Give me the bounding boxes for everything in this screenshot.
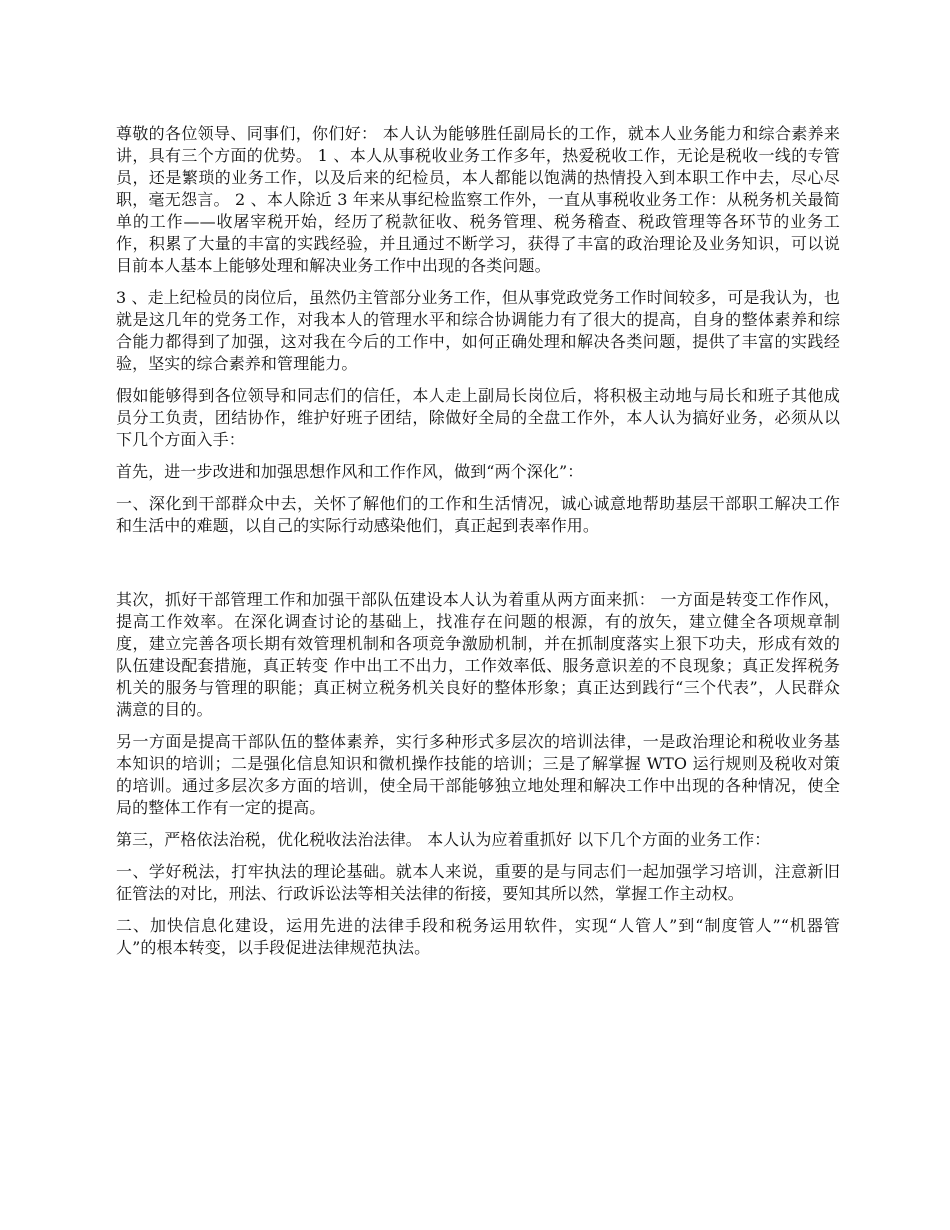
paragraph-second: 其次，抓好干部管理工作和加强干部队伍建设本人认为着重从两方面来抓： 一方面是转变工作作风，提高工作效率。在深化调查讨论的基础上，找准存在问题的根源，有的放矢，建立健全各项规章制度，建立完善各项长期有效管理机制和各项竞争激励机制，并在抓制度落实上狠下功夫，形成有效的队伍建设配套措施，真正转变 作中出工不出力，工作效率低、服务意识差的不良现象；真正发挥税务机关的服务与管理的职能；真正树立税务机关良好的整体形象；真正达到践行“三个代表”，人民群众满意的目的。 [116,590,840,719]
paragraph-third-item-1: 一、学好税法，打牢执法的理论基础。就本人来说，重要的是与同志们一起加强学习培训，注意新旧征管法的对比，刑法、行政诉讼法等相关法律的衔接，要知其所以然，掌握工作主动权。 [116,862,840,903]
paragraph-third-item-2: 二、加快信息化建设，运用先进的法律手段和税务运用软件，实现“人管人”到“制度管人”“机器管人”的根本转变，以手段促进法律规范执法。 [116,916,840,957]
paragraph-advantage-3: 3 、走上纪检员的岗位后，虽然仍主管部分业务工作，但从事党政党务工作时间较多，可是我认为，也就是这几年的党务工作，对我本人的管理水平和综合协调能力有了很大的提高，自身的整体素养和综合能力都得到了加强，这对我在今后的工作中，如何正确处理和解决各类问题，提供了丰富的实践经验，坚实的综合素养和管理能力。 [116,288,840,373]
paragraph-plan-intro: 假如能够得到各位领导和同志们的信任，本人走上副局长岗位后，将积极主动地与局长和班子其他成员分工负责，团结协作，维护好班子团结，除做好全局的全盘工作外，本人认为搞好业务，必须从以下几个方面入手： [116,386,840,449]
paragraph-first-item-1: 一、深化到干部群众中去，关怀了解他们的工作和生活情况，诚心诚意地帮助基层干部职工解决工作和生活中的难题，以自己的实际行动感染他们，真正起到表率作用。 [116,494,840,535]
paragraph-first: 首先，进一步改进和加强思想作风和工作作风，做到“两个深化”： [116,462,584,481]
document-page [116,123,840,969]
paragraph-third: 第三，严格依法治税，优化税收法治法律。 本人认为应着重抓好 以下几个方面的业务工作： [116,830,771,849]
paragraph-opening: 尊敬的各位领导、同事们，你们好： 本人认为能够胜任副局长的工作，就本人业务能力和综合素养来讲，具有三个方面的优势。 1 、本人从事税收业务工作多年，热爱税收工作，无论是税收一线的专管员，还是繁琐的业务工作，以及后来的纪检员，本人都能以饱满的热情投入到本职工作中去，尽心尽职，毫无怨言。 2 、本人除近 3 年来从事纪检监察工作外，一直从事税收业务工作：从税务机关最简单的工作——收屠宰税开始，经历了税款征收、税务管理、税务稽查、税政管理等各环节的业务工作，积累了大量的丰富的实践经验，并且通过不断学习，获得了丰富的政治理论及业务知识，可以说目前本人基本上能够处理和解决业务工作中出现的各类问题。 [116,124,840,275]
paragraph-second-other: 另一方面是提高干部队伍的整体素养，实行多种形式多层次的培训法律，一是政治理论和税收业务基本知识的培训；二是强化信息知识和微机操作技能的培训；三是了解掌握 WTO 运行规则及税收对策的培训。通过多层次多方面的培训，使全局干部能够独立地处理和解决工作中出现的各种情况，使全局的整体工作有一定的提高。 [116,732,840,817]
